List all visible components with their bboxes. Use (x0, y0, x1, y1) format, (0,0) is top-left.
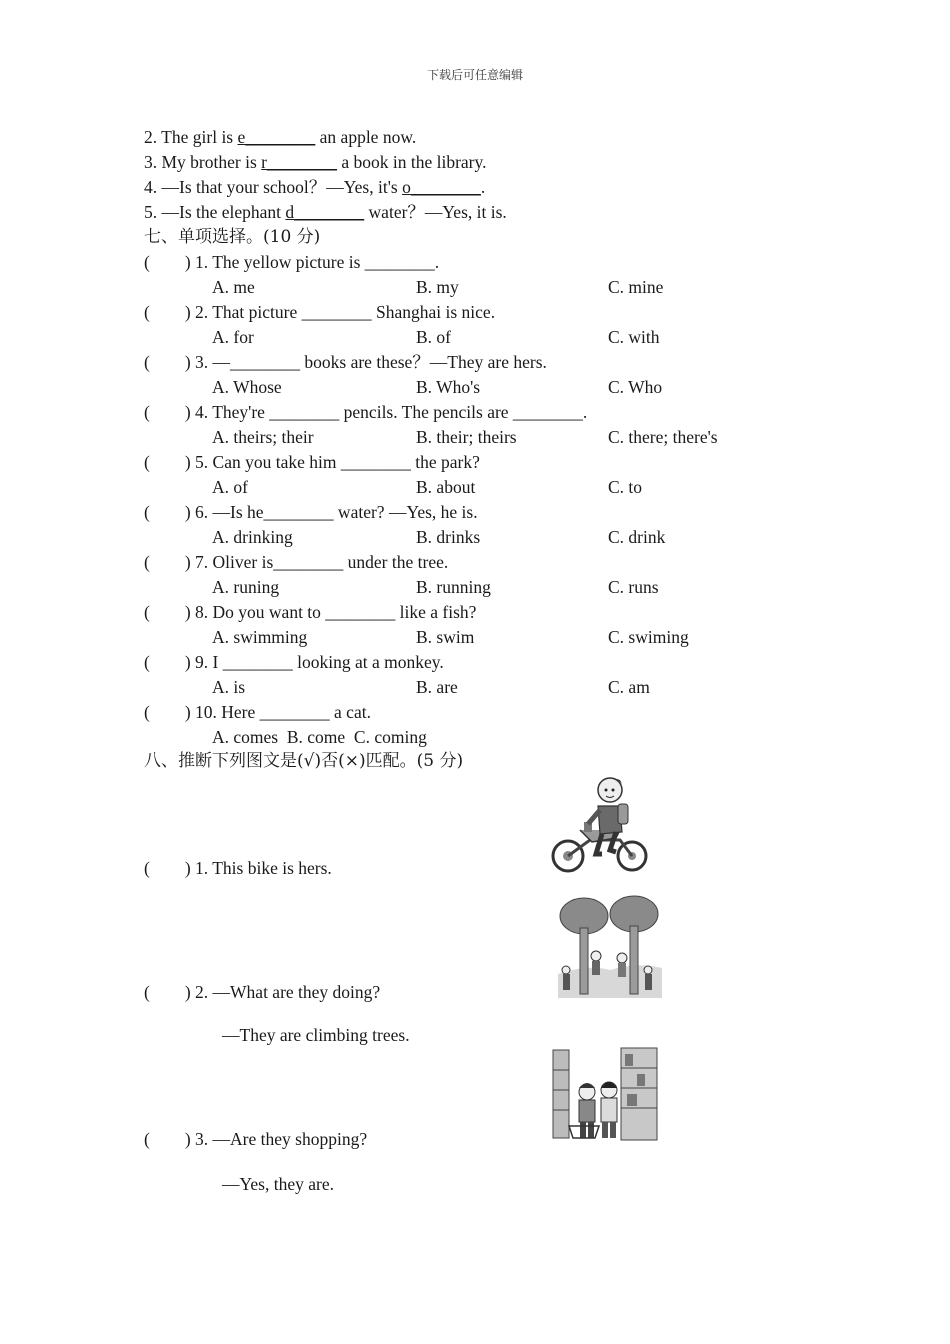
fill-blank: r________ (261, 152, 337, 172)
option-b: B. their; theirs (416, 427, 517, 447)
option-b: B. running (416, 577, 491, 597)
page-header: 下载后可任意编辑 (426, 68, 523, 82)
option-c: C. there; there's (608, 427, 718, 447)
children-shopping-illustration (551, 1046, 659, 1142)
fill-text: 4. —Is that your school？—Yes, it's (144, 177, 403, 197)
option-c: C. mine (608, 277, 664, 297)
question-stem: ( ) 1. The yellow picture is ________. (144, 252, 440, 272)
option-b: B. are (416, 677, 458, 697)
question-stem: ( ) 3. —________ books are these？—They are hers. (144, 352, 547, 372)
children-climbing-trees-illustration (558, 894, 662, 998)
option-c: C. runs (608, 577, 659, 597)
option-b: B. about (416, 477, 476, 497)
match-item-2-answer: —They are climbing trees. (222, 1025, 410, 1045)
question-stem: ( ) 9. I ________ looking at a monkey. (144, 652, 444, 672)
fill-text: 2. The girl is (144, 127, 238, 147)
option-a: A. runing (212, 577, 280, 597)
options-inline: A. comes B. come C. coming (212, 727, 427, 747)
option-a: A. of (212, 477, 248, 497)
fill-text: . (480, 177, 486, 197)
option-a: A. theirs; their (212, 427, 314, 447)
option-c: C. to (608, 477, 643, 497)
fill-line-5 (144, 201, 507, 223)
fill-line-4 (144, 176, 485, 198)
option-c: C. Who (608, 377, 663, 397)
fill-text: 5. —Is the elephant (144, 202, 286, 222)
fill-blank: o________ (402, 177, 481, 197)
match-item-3-answer: —Yes, they are. (222, 1174, 334, 1194)
question-stem: ( ) 5. Can you take him ________ the park? (144, 452, 480, 472)
match-item-1: ( ) 1. This bike is hers. (144, 858, 332, 878)
question-stem: ( ) 2. That picture ________ Shanghai is nice. (144, 302, 496, 322)
option-b: B. of (416, 327, 451, 347)
fill-text: 3. My brother is (144, 152, 262, 172)
option-b: B. Who's (416, 377, 481, 397)
question-stem: ( ) 10. Here ________ a cat. (144, 702, 371, 722)
fill-line-2 (144, 126, 416, 148)
question-stem: ( ) 7. Oliver is________ under the tree. (144, 552, 449, 572)
section-8-title: 八、推断下列图文是(√)否(×)匹配。(5 分) (144, 751, 464, 771)
option-b: B. my (416, 277, 459, 297)
option-c: C. swiming (608, 627, 689, 647)
fill-text: an apple now. (315, 127, 417, 147)
option-a: A. swimming (212, 627, 308, 647)
option-c: C. am (608, 677, 650, 697)
fill-blank: e________ (237, 127, 316, 147)
question-stem: ( ) 4. They're ________ pencils. The pencils are ________. (144, 402, 588, 422)
fill-blank: d________ (285, 202, 365, 222)
boy-riding-bike-illustration (550, 770, 650, 874)
option-b: B. swim (416, 627, 475, 647)
option-a: A. drinking (212, 527, 293, 547)
option-a: A. is (212, 677, 246, 697)
option-b: B. drinks (416, 527, 481, 547)
option-a: A. for (212, 327, 254, 347)
fill-text: water？—Yes, it is. (364, 202, 507, 222)
option-c: C. with (608, 327, 660, 347)
question-stem: ( ) 8. Do you want to ________ like a fish? (144, 602, 477, 622)
match-item-2: ( ) 2. —What are they doing? (144, 982, 381, 1002)
fill-line-3 (144, 151, 487, 173)
option-a: A. Whose (212, 377, 282, 397)
option-c: C. drink (608, 527, 666, 547)
option-a: A. me (212, 277, 255, 297)
section-7-title: 七、单项选择。(10 分) (144, 227, 321, 247)
question-stem: ( ) 6. —Is he________ water? —Yes, he is. (144, 502, 478, 522)
fill-text: a book in the library. (336, 152, 487, 172)
match-item-3: ( ) 3. —Are they shopping? (144, 1129, 368, 1149)
